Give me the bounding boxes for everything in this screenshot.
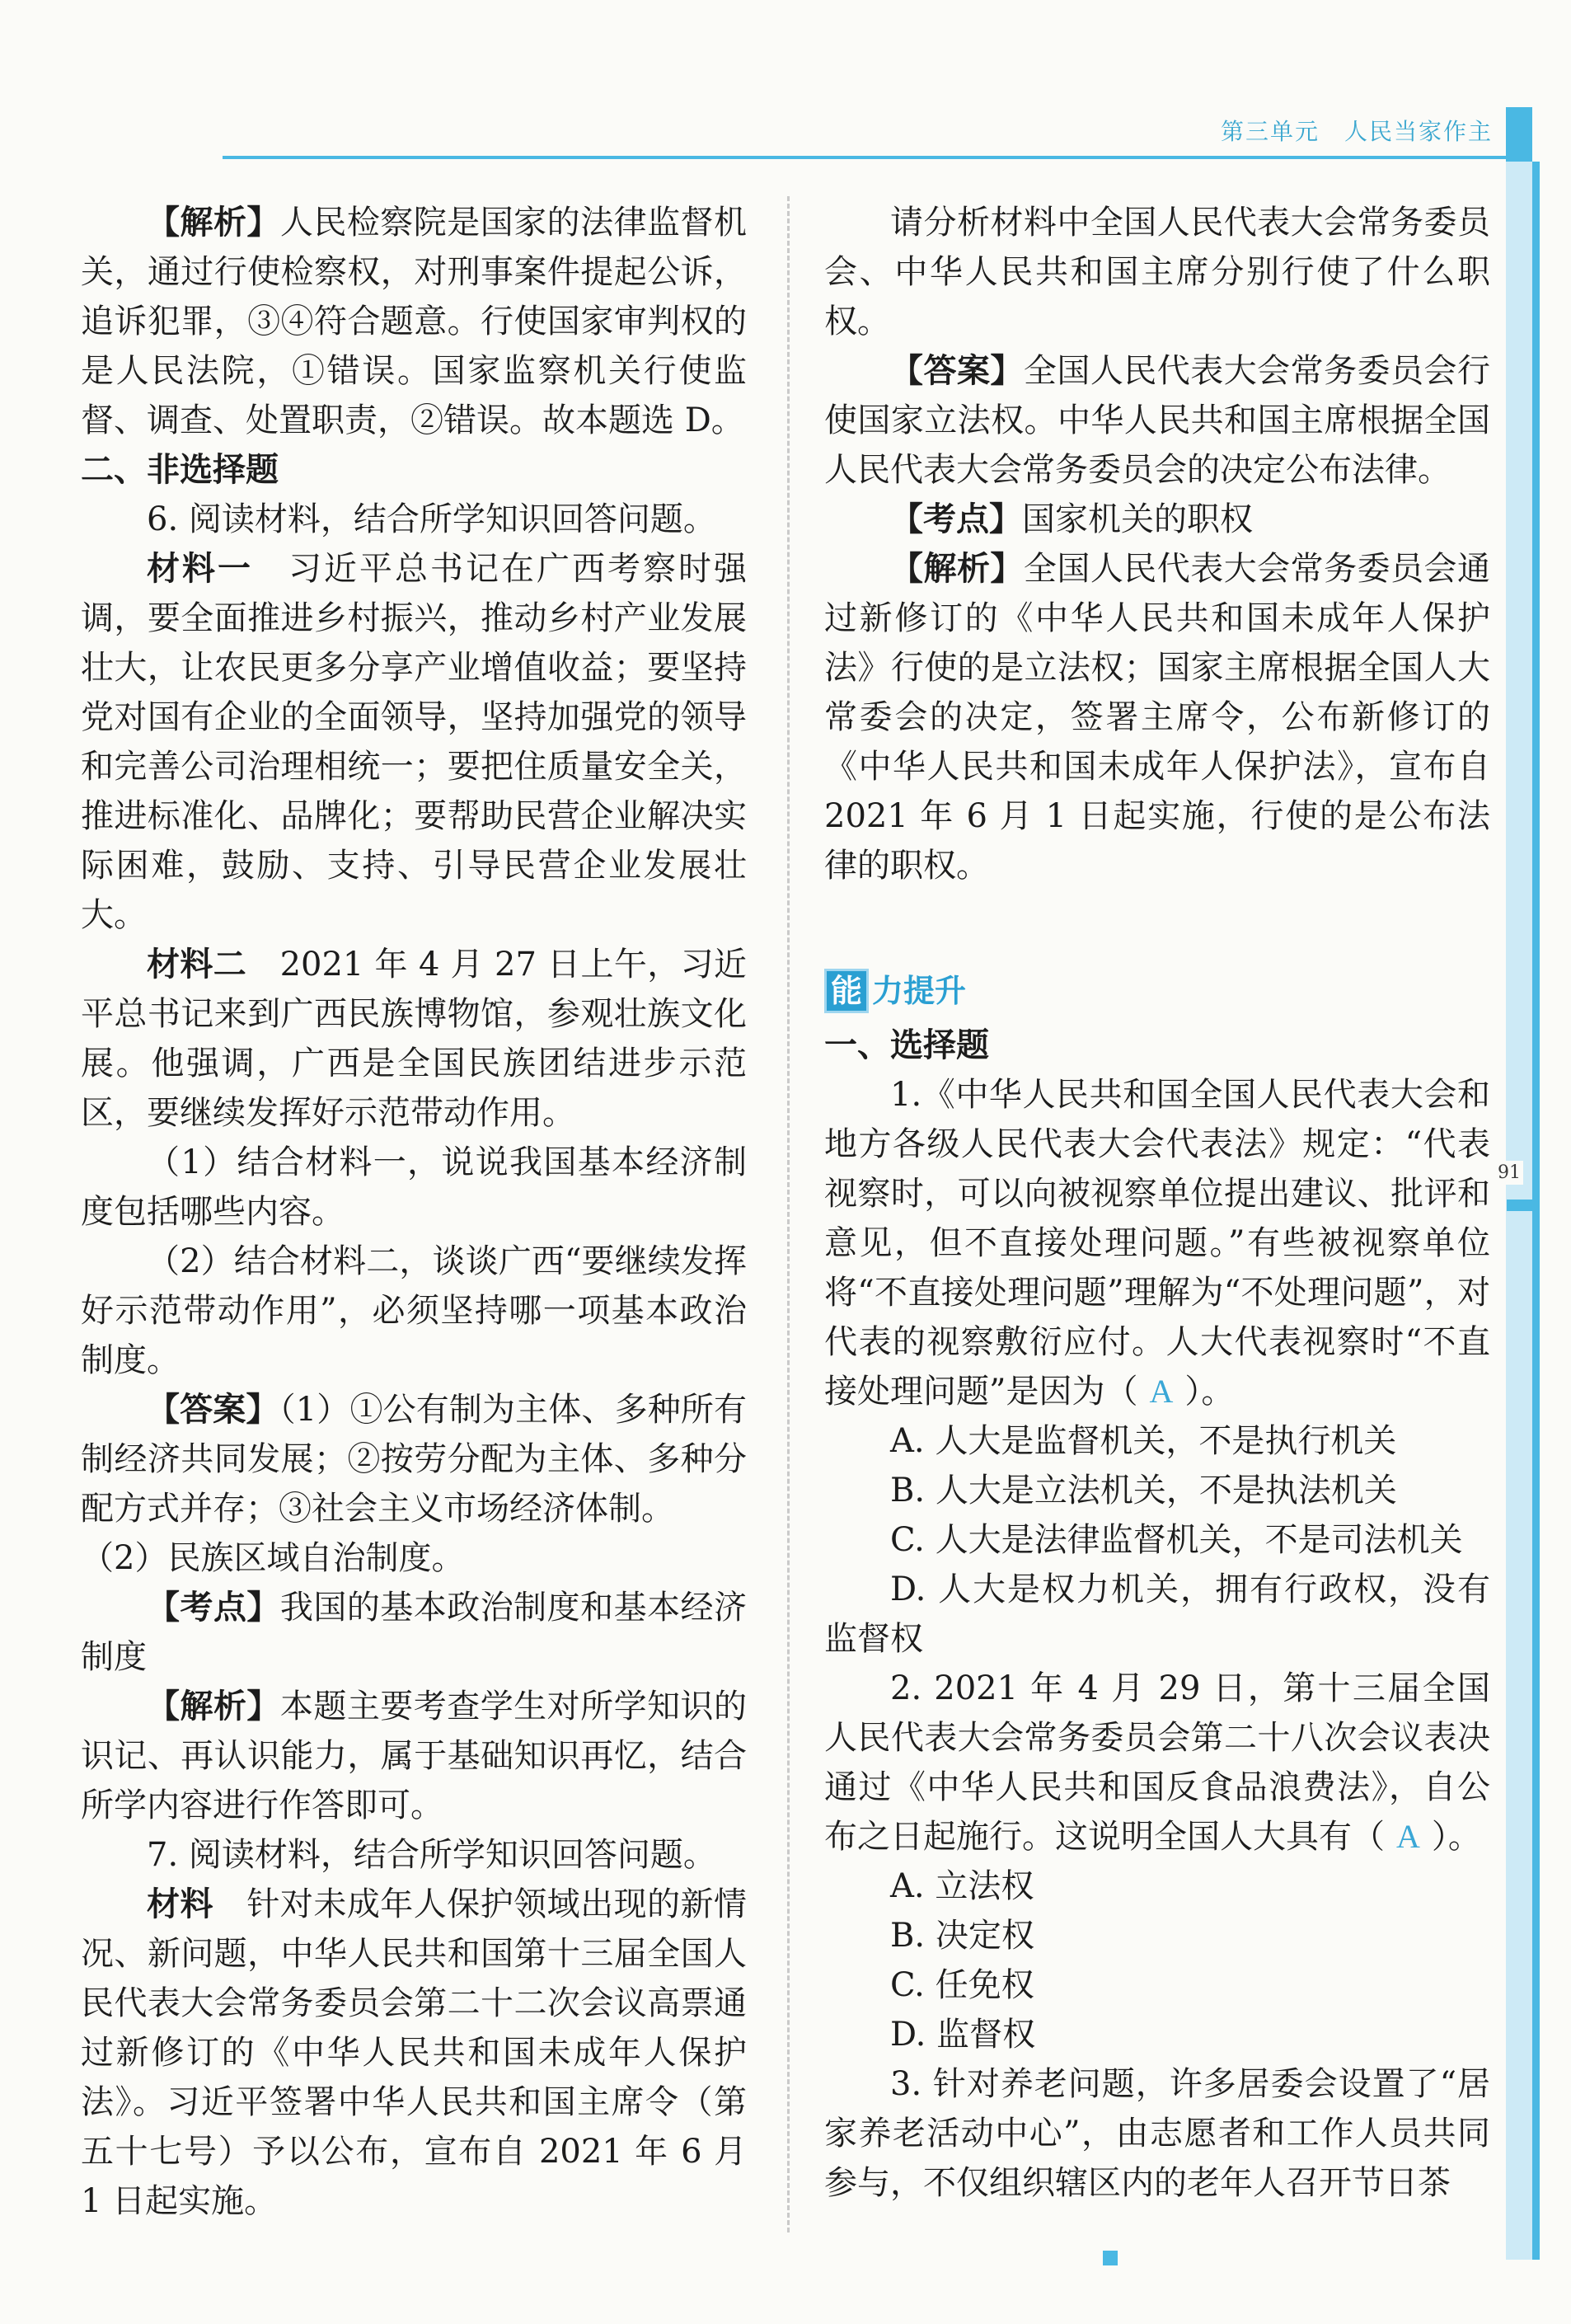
sub-question: （2）结合材料二，谈谈广西“要继续发挥好示范带动作用”，必须坚持哪一项基本政治制度。 [81, 1242, 747, 1379]
paragraph-text: 我国的基本政治制度和基本经济制度 [81, 1589, 748, 1676]
paragraph: （2）民族区域自治制度。 [81, 1539, 465, 1577]
question-stem: 7. 阅读材料，结合所学知识回答问题。 [147, 1836, 716, 1874]
paragraph [824, 495, 1490, 544]
stem-text: 1.《中华人民共和国全国人民代表大会和地方各级人民代表大会代表法》规定：“代表视察时，可以向被视察单位提出建议、批评和意见，但不直接处理问题。”有些被视察单位将“不直接处理问题”理解为“不处理问题”，对代表的视察敷衍应付。人大代表视察时“不直接处理问题”是因为（ [824, 1076, 1490, 1411]
column-divider [787, 196, 790, 2232]
paragraph [81, 198, 747, 445]
ability-badge: 能 [824, 969, 869, 1013]
paragraph-text: （1）①公有制为主体、多种所有制经济共同发展；②按劳分配为主体、多种分配方式并存；③社会主义市场经济体制。 [81, 1391, 748, 1528]
question-prompt: 请分析材料中全国人民代表大会常务委员会、中华人民共和国主席分别行使了什么职权。 [824, 204, 1490, 340]
label: 【答案】 [890, 352, 1024, 390]
option: D. 监督权 [890, 2016, 1036, 2054]
ability-title-text: 力提升 [872, 973, 967, 1009]
question-stem [824, 1070, 1490, 1416]
option: A. 立法权 [890, 1867, 1034, 1905]
left-column [81, 198, 747, 2226]
option: C. 人大是法律监督机关，不是司法机关 [890, 1521, 1463, 1559]
question-stem: 6. 阅读材料，结合所学知识回答问题。 [147, 500, 716, 538]
paragraph-text: 国家机关的职权 [1022, 500, 1253, 538]
footer-marker [1103, 2251, 1118, 2265]
paragraph-text: 全国人民代表大会常务委员会通过新修订的《中华人民共和国未成年人保护法》行使的是立法权；国家主席根据全国人大常委会的决定，签署主席令，公布新修订的《中华人民共和国未成年人保护法》，宣布自 2021 年 6 月 1 日起实施，行使的是公布法律的职权。 [824, 550, 1491, 885]
option: A. 人大是监督机关，不是执行机关 [890, 1422, 1397, 1460]
header-rule [223, 156, 1525, 159]
label: 【解析】 [147, 204, 280, 242]
label: 材料二 [147, 946, 247, 984]
paragraph-text: 习近平总书记在广西考察时强调，要全面推进乡村振兴，推动乡村产业发展壮大，让农民更多分享产业增值收益；要坚持党对国有企业的全面领导，坚持加强党的领导和完善公司治理相统一；要把住质量安全关，推进标准化、品牌化；要帮助民营企业解决实际困难，鼓励、支持、引导民营企业发展壮大。 [81, 550, 747, 934]
question-stem [824, 1664, 1490, 1862]
label: 【答案】 [147, 1391, 279, 1429]
label: 【考点】 [890, 500, 1022, 538]
option: C. 任免权 [890, 1966, 1034, 2004]
sub-question: （1）结合材料一，说说我国基本经济制度包括哪些内容。 [81, 1143, 747, 1231]
right-column [824, 198, 1490, 2208]
label: 【解析】 [890, 550, 1024, 588]
paragraph [824, 544, 1490, 890]
paragraph-text: 2021 年 4 月 27 日上午，习近平总书记来到广西民族博物馆，参观壮族文化展。他强调，广西是全国民族团结进步示范区，要继续发挥好示范带动作用。 [81, 946, 748, 1132]
paragraph [81, 1682, 747, 1830]
paragraph-text: 人民检察院是国家的法律监督机关，通过行使检察权，对刑事案件提起公诉，追诉犯罪，③④符合题意。行使国家审判权的是人民法院，①错误。国家监察机关行使监督、调查、处置职责，②错误。故本题选 D。 [81, 204, 748, 439]
section-heading: 二、非选择题 [81, 451, 279, 489]
ability-section-title [824, 966, 1490, 1016]
label: 【考点】 [147, 1589, 280, 1627]
header-accent-block [1506, 107, 1532, 162]
label: 材料 [147, 1885, 213, 1923]
page-number-marker [1507, 1200, 1540, 1211]
paragraph-text: 针对未成年人保护领域出现的新情况、新问题，中华人民共和国第十三届全国人民代表大会常务委员会第二十二次会议高票通过新修订的《中华人民共和国未成年人保护法》。习近平签署中华人民共和国主席令（第五十七号）予以公布，宣布自 2021 年 6 月 1 日起实施。 [81, 1885, 748, 2220]
paragraph [81, 1583, 747, 1682]
label: 【解析】 [147, 1688, 280, 1725]
section-heading: 一、选择题 [824, 1026, 989, 1064]
question-stem: 3. 针对养老问题，许多居委会设置了“居家养老活动中心”，由志愿者和工作人员共同参与，不仅组织辖区内的老年人召开节日茶 [824, 2065, 1490, 2202]
stem-text: ）。 [1431, 1818, 1481, 1856]
stem-text: ）。 [1184, 1373, 1235, 1411]
paragraph [81, 1880, 747, 2226]
stem-text: 2. 2021 年 4 月 29 日，第十三届全国人民代表大会常务委员会第二十八次会议表决通过《中华人民共和国反食品浪费法》，自公布之日起施行。这说明全国人大具有（ [824, 1669, 1490, 1856]
paragraph-text: 全国人民代表大会常务委员会行使国家立法权。中华人民共和国主席根据全国人民代表大会常务委员会的决定公布法律。 [824, 352, 1491, 489]
paragraph [81, 1385, 747, 1533]
option: B. 决定权 [890, 1917, 1034, 1955]
paragraph [824, 346, 1490, 495]
answer-mark: A [1396, 1818, 1420, 1855]
unit-title: 第三单元 人民当家作主 [1220, 118, 1493, 145]
paragraph [81, 544, 747, 940]
label: 材料一 [147, 550, 253, 588]
option: B. 人大是立法机关，不是执法机关 [890, 1472, 1397, 1509]
paragraph-text: 本题主要考查学生对所学知识的识记、再认识能力，属于基础知识再忆，结合所学内容进行作答即可。 [81, 1688, 748, 1824]
page-number: 91 [1495, 1161, 1523, 1185]
paragraph [81, 940, 747, 1138]
answer-mark: A [1149, 1373, 1174, 1410]
option: D. 人大是权力机关，拥有行政权，没有监督权 [824, 1570, 1490, 1658]
